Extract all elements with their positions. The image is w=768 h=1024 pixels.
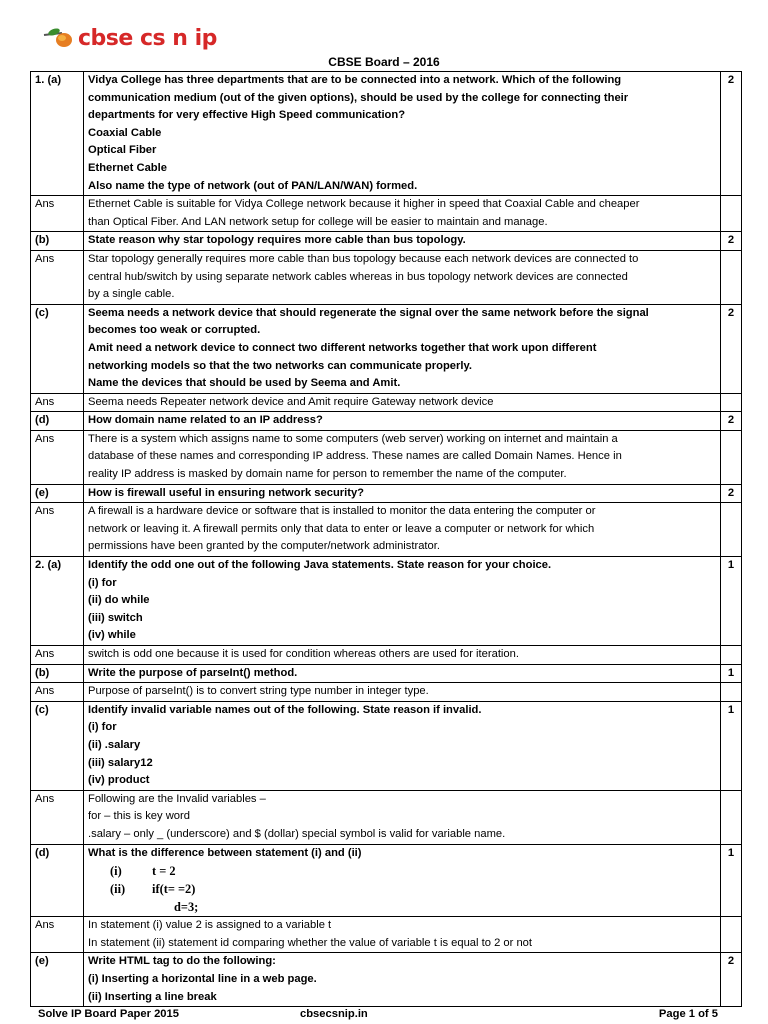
text-line: Also name the type of network (out of PAN/LAN/WAN) formed. — [88, 179, 418, 192]
marks-value — [721, 917, 742, 953]
page-title: CBSE Board – 2016 — [328, 55, 440, 69]
question-text — [84, 304, 721, 393]
text-line: Ethernet Cable — [88, 161, 167, 174]
question-row — [31, 701, 742, 790]
footer-page-number: Page 1 of 5 — [658, 1008, 718, 1020]
footer-website: cbsecsnip.in — [300, 1008, 368, 1020]
answer-label: Ans — [31, 683, 84, 702]
marks-value — [721, 646, 742, 665]
text-line: networking models so that the two networks can communicate properly. — [88, 359, 472, 372]
text-line: Optical Fiber — [88, 144, 157, 157]
text-line: In statement (i) value 2 is assigned to a variable t — [88, 919, 332, 932]
question-text — [84, 412, 721, 431]
question-row — [31, 664, 742, 683]
text-line: Write the purpose of parseInt() method. — [88, 666, 298, 679]
marks-value — [721, 393, 742, 412]
text-line: Name the devices that should be used by Seema and Amit. — [88, 377, 401, 390]
text-line: Write HTML tag to do the following: — [88, 955, 276, 968]
text-line: How domain name related to an IP address? — [88, 414, 323, 427]
marks-value — [721, 683, 742, 702]
answer-text — [84, 683, 721, 702]
marks-value: 2 — [721, 484, 742, 503]
text-line: What is the difference between statement (i) and (ii) — [88, 846, 362, 859]
answer-label: Ans — [31, 503, 84, 557]
answer-label: Ans — [31, 250, 84, 304]
marks-value: 1 — [721, 557, 742, 646]
marks-value: 2 — [721, 304, 742, 393]
text-line: Identify the odd one out of the following Java statements. State reason for your choice. — [88, 559, 552, 572]
statement-number: (i) — [110, 864, 122, 879]
text-line: Star topology generally requires more cable than bus topology because each network devices are connected to — [88, 252, 639, 265]
question-number: (c) — [31, 304, 84, 393]
text-line: Vidya College has three departments that are to be connected into a network. Which of the following — [88, 74, 622, 86]
marks-value: 1 — [721, 664, 742, 683]
logo-text: cbse cs n ip — [78, 25, 217, 51]
text-line: (ii) do while — [88, 594, 150, 607]
question-text — [84, 701, 721, 790]
text-line: (iii) switch — [88, 611, 143, 624]
answer-row — [31, 917, 742, 953]
answer-row — [31, 646, 742, 665]
question-row — [31, 844, 742, 917]
question-row — [31, 412, 742, 431]
marks-value: 1 — [721, 844, 742, 917]
question-number: (e) — [31, 484, 84, 503]
marks-value — [721, 503, 742, 557]
answer-text — [84, 250, 721, 304]
site-logo — [42, 24, 217, 52]
marks-value — [721, 250, 742, 304]
marks-value — [721, 430, 742, 484]
text-line: (i) Inserting a horizontal line in a web page. — [88, 972, 317, 985]
marks-value: 2 — [721, 412, 742, 431]
text-line: network or leaving it. A firewall permits only that data to enter or leave a computer or network for which — [88, 522, 595, 535]
answer-text — [84, 646, 721, 665]
question-number: 2. (a) — [31, 557, 84, 646]
question-text — [84, 664, 721, 683]
marks-value — [721, 196, 742, 232]
leaf-pencil-icon — [42, 26, 76, 50]
question-row — [31, 953, 742, 1007]
question-row — [31, 484, 742, 503]
text-line: Seema needs a network device that should regenerate the signal over the same network before the signal — [88, 306, 649, 319]
answer-label: Ans — [31, 196, 84, 232]
code-line — [88, 898, 716, 916]
question-text — [84, 484, 721, 503]
answer-row — [31, 503, 742, 557]
text-line: Coaxial Cable — [88, 126, 162, 139]
text-line: .salary – only _ (underscore) and $ (dollar) special symbol is valid for variable name. — [88, 827, 506, 840]
text-line: departments for very effective High Speed communication? — [88, 109, 406, 122]
text-line: database of these names and corresponding IP address. These names are called Domain Names. Hence in — [88, 450, 622, 463]
question-number: (b) — [31, 232, 84, 251]
text-line: reality IP address is masked by domain name for person to remember the name of the computer. — [88, 468, 567, 481]
question-number: (c) — [31, 701, 84, 790]
text-line: (ii) .salary — [88, 738, 141, 751]
statement-code: if(t= =2) — [152, 882, 196, 897]
code-line — [88, 862, 716, 880]
answer-label: Ans — [31, 646, 84, 665]
answer-row — [31, 430, 742, 484]
answer-text — [84, 917, 721, 953]
question-number: (e) — [31, 953, 84, 1007]
marks-value: 2 — [721, 232, 742, 251]
question-number: (d) — [31, 844, 84, 917]
text-line: Following are the Invalid variables – — [88, 792, 266, 805]
answer-row — [31, 683, 742, 702]
statement-number: (ii) — [110, 882, 126, 897]
answer-row — [31, 393, 742, 412]
text-line: (iv) while — [88, 629, 136, 642]
text-line: (i) for — [88, 576, 117, 589]
marks-value: 2 — [721, 72, 742, 196]
question-row — [31, 72, 742, 196]
answer-text — [84, 393, 721, 412]
text-line: How is firewall useful in ensuring network security? — [88, 486, 365, 499]
answer-label: Ans — [31, 917, 84, 953]
question-row — [31, 232, 742, 251]
page-footer — [0, 1008, 768, 1024]
text-line: switch is odd one because it is used for condition whereas others are used for iteration. — [88, 648, 519, 660]
question-number: (d) — [31, 412, 84, 431]
text-line: State reason why star topology requires more cable than bus topology. — [88, 234, 466, 247]
code-line — [88, 880, 716, 898]
text-line: central hub/switch by using separate network cables whereas in bus topology network devices are connected — [88, 270, 628, 283]
text-line: than Optical Fiber. And LAN network setup for college will be easier to maintain and manage. — [88, 215, 548, 228]
answer-label: Ans — [31, 393, 84, 412]
text-line: becomes too weak or corrupted. — [88, 324, 261, 337]
marks-value — [721, 790, 742, 844]
answer-row — [31, 790, 742, 844]
question-text — [84, 844, 721, 917]
question-row — [31, 304, 742, 393]
text-line: Ethernet Cable is suitable for Vidya College network because it higher in speed that Coaxial Cable and cheaper — [88, 198, 640, 211]
question-text — [84, 953, 721, 1007]
text-line: (iv) product — [88, 774, 150, 787]
text-line: permissions have been granted by the computer/network administrator. — [88, 540, 440, 553]
answer-row — [31, 250, 742, 304]
text-line: Amit need a network device to connect two different networks together that work upon different — [88, 341, 597, 354]
question-text — [84, 557, 721, 646]
question-answer-table — [30, 71, 742, 1007]
marks-value: 2 — [721, 953, 742, 1007]
text-line: (i) for — [88, 721, 117, 734]
text-line: by a single cable. — [88, 288, 175, 301]
text-line: Seema needs Repeater network device and Amit require Gateway network device — [88, 395, 494, 408]
question-text — [84, 232, 721, 251]
answer-text — [84, 196, 721, 232]
answer-label: Ans — [31, 430, 84, 484]
text-line: In statement (ii) statement id comparing whether the value of variable t is equal to 2 or not — [88, 936, 533, 949]
question-number: 1. (a) — [31, 72, 84, 196]
question-text — [84, 72, 721, 196]
statement-code: t = 2 — [152, 864, 176, 879]
text-line: (ii) Inserting a line break — [88, 990, 217, 1003]
answer-text — [84, 790, 721, 844]
answer-text — [84, 503, 721, 557]
text-line: Purpose of parseInt() is to convert string type number in integer type. — [88, 685, 429, 698]
marks-value: 1 — [721, 701, 742, 790]
statement-code: d=3; — [174, 900, 199, 915]
text-line: Identify invalid variable names out of the following. State reason if invalid. — [88, 703, 482, 716]
footer-paper-title: Solve IP Board Paper 2015 — [38, 1008, 179, 1020]
question-number: (b) — [31, 664, 84, 683]
text-line: (iii) salary12 — [88, 756, 153, 769]
answer-label: Ans — [31, 790, 84, 844]
text-line: A firewall is a hardware device or software that is installed to monitor the data entering the computer or — [88, 505, 596, 518]
question-row — [31, 557, 742, 646]
answer-row — [31, 196, 742, 232]
text-line: communication medium (out of the given options), should be used by the college for connecting their — [88, 91, 629, 104]
text-line: for – this is key word — [88, 810, 190, 823]
text-line: There is a system which assigns name to some computers (web server) working on internet and maintain a — [88, 432, 618, 445]
answer-text — [84, 430, 721, 484]
